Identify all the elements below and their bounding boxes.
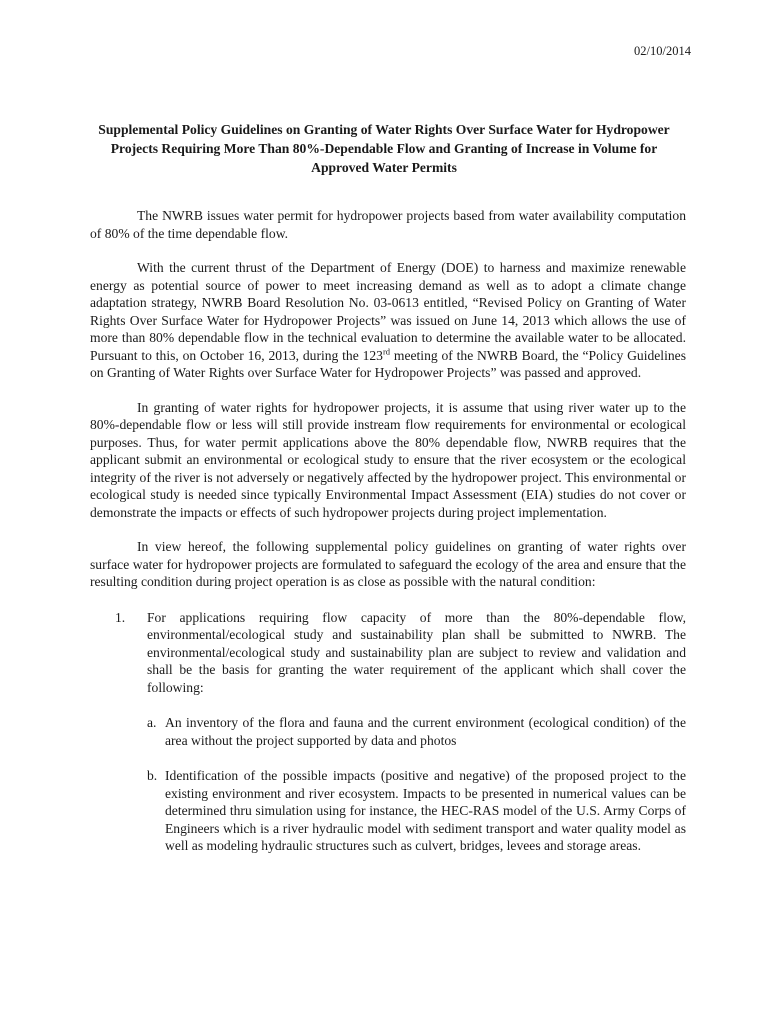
document-title: Supplemental Policy Guidelines on Granting of Water Rights Over Surface Water for Hydropower Projects Requiring More Than 80%-Dependable Flow and Granting of Increase in Volume for Approved Water Permits: [98, 122, 670, 175]
document-body: [90, 207, 686, 873]
paragraph-1: The NWRB issues water permit for hydropower projects based from water availability computation of 80% of the time dependable flow.: [90, 208, 686, 241]
paragraph-3: In granting of water rights for hydropower projects, it is assume that using river water up to the 80%-dependable flow or less will still provide instream flow requirements for environmental or ecological purposes. Thus, for water permit applications above the 80% dependable flow, NWRB requires that the applicant submit an environmental or ecological study to ensure that the river ecosystem or the ecological integrity of the river is not adversely or negatively affected by the hydropower project. This environmental or ecological study is needed since typically Environmental Impact Assessment (EIA) studies do not cover or demonstrate the impacts or effects of such hydropower projects during project implementation.: [90, 399, 686, 520]
list-item-number: 1.: [115, 609, 126, 625]
sub-item-a: [147, 714, 686, 749]
sub-item-b: [147, 767, 686, 855]
sub-list: [147, 714, 686, 855]
list-item-1: [90, 609, 686, 855]
paragraph-2-text-end: meeting of the NWRB Board, the “Policy Guidelines on Granting of Water Rights over Surface Water for Hydropower Projects” was passed and approved.: [90, 347, 686, 380]
sub-item-a-text: An inventory of the flora and fauna and the current environment (ecological condition) of the area without the project supported by data and photos: [165, 715, 686, 748]
paragraph-4: In view hereof, the following supplemental policy guidelines on granting of water rights over surface water for hydropower projects are formulated to safeguard the ecology of the area and ensure that the resulting condition during project operation is as close as possible with the natural condition:: [90, 539, 686, 589]
document-date: 02/10/2014: [634, 44, 691, 58]
paragraph-2: [90, 259, 686, 382]
ordinal-suffix: rd: [382, 345, 391, 356]
list-item-1-text: For applications requiring flow capacity of more than the 80%-dependable flow, environmental/ecological study and sustainability plan shall be submitted to NWRB. The environmental/ecological study and sustainability plan are subject to review and validation and shall be the basis for granting the water requirement of the applicant which shall cover the following:: [147, 609, 686, 695]
sub-item-letter: b.: [147, 768, 158, 783]
paragraph-2-text-start: With the current thrust of the Department of Energy (DOE) to harness and maximize renewable energy as potential source of power to meet increasing demand as well as to adopt a climate change adaptation strategy, NWRB Board Resolution No. 03-0613 entitled, “Revised Policy on Granting of Water Rights Over Surface Water for Hydropower Projects” was issued on June 14, 2013 which allows the use of more than 80% dependable flow in the technical evaluation to determine the available water to be allocated. Pursuant to this, on October 16, 2013, during the 123: [90, 260, 686, 363]
sub-item-b-text: Identification of the possible impacts (positive and negative) of the proposed project to the existing environment and river ecosystem. Impacts to be presented in numerical values can be determined thru simulation using for instance, the HEC-RAS model of the U.S. Army Corps of Engineers which is a river hydraulic model with sediment transport and water quality model as well as modeling hydraulic structures such as culvert, bridges, levees and storage areas.: [165, 768, 686, 853]
sub-item-letter: a.: [147, 715, 157, 730]
guidelines-list: [90, 609, 686, 855]
